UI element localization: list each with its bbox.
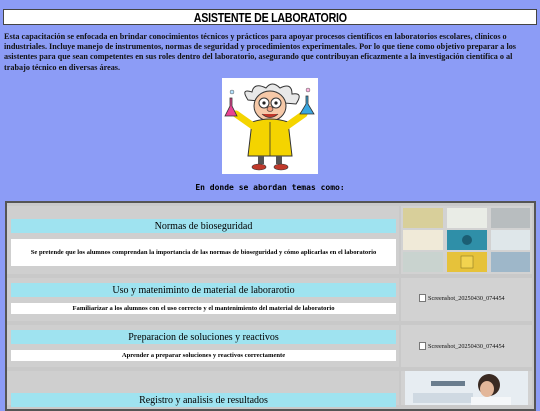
topic-title: Registro y analisis de resultados xyxy=(11,393,396,407)
topic-title: Normas de bioseguridad xyxy=(11,219,396,233)
topics-subtitle: En donde se abordan temas como: xyxy=(195,183,345,192)
image-alt-text: Screenshot_20250430_074454 xyxy=(428,294,505,302)
topic-row-3 xyxy=(7,325,399,367)
broken-image-icon xyxy=(419,294,426,302)
topic-row-1 xyxy=(7,206,399,274)
topic-image-3 xyxy=(401,325,532,367)
broken-image-icon xyxy=(419,342,426,350)
image-alt-text: Screenshot_20250430_074454 xyxy=(428,342,505,350)
topic-row-4 xyxy=(7,371,399,405)
page-title: ASISTENTE DE LABORATORIO xyxy=(193,9,347,25)
topic-description: Familiarizar a los alumnos con el uso correcto y el mantenimiento del material de laboratorio xyxy=(11,303,396,314)
topic-description: Se pretende que los alumnos comprendan la importancia de las normas de bioseguridad y cómo aplicarlas en el laboratorio xyxy=(11,239,396,266)
intro-paragraph: Esta capacitación se enfocada en brindar conocimientos técnicos y prácticos para apoyar procesos científicos en laboratorios escolares, clínicos o industriales. Incluye manejo de instrumentos, normas de seguridad y procedimientos experimentales. Por lo que tiene como objetivo preparar a los asistentes para que sean competentes en sus roles dentro del laboratorio, asegurando que contribuyan eficazmente a la investigación científica o al trabajo técnico en diversas áreas. xyxy=(4,32,516,72)
topic-row-2 xyxy=(7,278,399,321)
topic-image-2 xyxy=(401,278,532,321)
biosafety-collage-image xyxy=(401,206,532,274)
topic-description: Aprender a preparar soluciones y reactivos correctamente xyxy=(11,350,396,361)
topic-title: Uso y mateniminto de material de laborarotio xyxy=(11,283,396,297)
topic-image-4 xyxy=(401,371,532,405)
broken-image xyxy=(419,342,505,350)
topic-title: Preparacion de soluciones y reactivos xyxy=(11,330,396,344)
scientist-cartoon-icon xyxy=(222,78,318,174)
page-title-bar xyxy=(3,9,537,25)
broken-image xyxy=(419,294,505,302)
lab-results-photo xyxy=(401,371,532,405)
topic-image-1 xyxy=(401,206,532,274)
